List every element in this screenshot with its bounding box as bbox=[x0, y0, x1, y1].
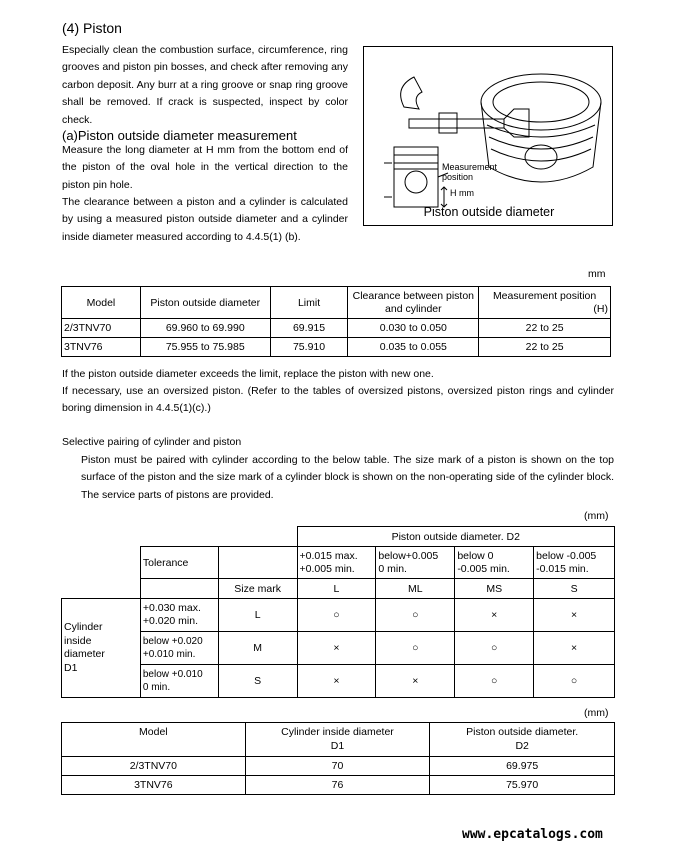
table1-cell-piston-diameter: 75.955 to 75.985 bbox=[140, 338, 270, 357]
h-mm-label: H mm bbox=[450, 188, 474, 198]
table3-header-piston: Piston outside diameter. D2 bbox=[430, 723, 615, 757]
table1-cell-clearance: 0.035 to 0.055 bbox=[348, 338, 479, 357]
table3-cell-cylinder: 70 bbox=[245, 757, 430, 776]
piston-figure bbox=[363, 46, 613, 226]
table3-cell-model: 3TNV76 bbox=[62, 776, 246, 795]
model-diameter-table bbox=[61, 722, 615, 795]
table-row bbox=[62, 599, 615, 632]
pairing-cell: × bbox=[534, 632, 615, 665]
table2-size-mark-row bbox=[62, 579, 615, 599]
pairing-cell: ○ bbox=[376, 599, 455, 632]
table2-tolerance-row bbox=[62, 547, 615, 579]
table1-header-measurement-position: Measurement position (H) bbox=[479, 287, 611, 319]
table2-size-mark-label: Size mark bbox=[218, 579, 297, 599]
watermark-text: www.epcatalogs.com bbox=[462, 827, 603, 842]
pairing-cell: × bbox=[455, 599, 534, 632]
table1-header-row bbox=[62, 287, 611, 319]
measurement-position-label: Measurement position bbox=[442, 162, 498, 182]
table1-cell-model: 3TNV76 bbox=[62, 338, 141, 357]
piston-tolerance-cell: below -0.005 -0.015 min. bbox=[534, 547, 615, 579]
piston-tolerance-cell: below 0 -0.005 min. bbox=[455, 547, 534, 579]
table-row bbox=[62, 776, 615, 795]
table3-unit: (mm) bbox=[584, 707, 609, 719]
selective-pairing-table bbox=[61, 526, 615, 698]
cylinder-mark-cell: M bbox=[218, 632, 297, 665]
piston-tolerance-cell: below+0.005 0 min. bbox=[376, 547, 455, 579]
piston-mark-cell: ML bbox=[376, 579, 455, 599]
table1-cell-position: 22 to 25 bbox=[479, 319, 611, 338]
table1-cell-limit: 75.910 bbox=[270, 338, 348, 357]
pairing-cell: × bbox=[534, 599, 615, 632]
piston-measurement-illustration bbox=[364, 47, 614, 227]
piston-mark-cell: L bbox=[297, 579, 376, 599]
section-title: (4) Piston bbox=[62, 20, 122, 36]
limit-note-2: If necessary, use an oversized piston. (Refer to the tables of oversized pistons, oversized piston rings and cylinder boring dimension in 4.4.5(1)(c).) bbox=[62, 385, 614, 415]
pairing-cell: ○ bbox=[455, 632, 534, 665]
table-row bbox=[62, 632, 615, 665]
table2-tolerance-label: Tolerance bbox=[140, 547, 218, 579]
cylinder-diameter-label: Cylinder inside diameter D1 bbox=[62, 599, 141, 698]
subsection-title: (a)Piston outside diameter measurement bbox=[62, 128, 297, 143]
table3-cell-piston: 69.975 bbox=[430, 757, 615, 776]
pairing-cell: × bbox=[297, 665, 376, 698]
pairing-cell: ○ bbox=[376, 632, 455, 665]
cylinder-mark-cell: L bbox=[218, 599, 297, 632]
piston-tolerance-cell: +0.015 max. +0.005 min. bbox=[297, 547, 376, 579]
table1-header-piston-diameter: Piston outside diameter bbox=[140, 287, 270, 319]
piston-diameter-table bbox=[61, 286, 611, 357]
table3-header-row bbox=[62, 723, 615, 757]
table1-header-limit: Limit bbox=[270, 287, 348, 319]
table1-cell-clearance: 0.030 to 0.050 bbox=[348, 319, 479, 338]
table3-cell-piston: 75.970 bbox=[430, 776, 615, 795]
clearance-paragraph: The clearance between a piston and a cylinder is calculated by using a measured piston outside diameter and a cylinder inside diameter measured according to 4.4.5(1) (b). bbox=[62, 196, 348, 243]
pairing-cell: ○ bbox=[534, 665, 615, 698]
table3-header-model: Model bbox=[62, 723, 246, 757]
table2-piston-header: Piston outside diameter. D2 bbox=[297, 527, 614, 547]
measure-paragraph: Measure the long diameter at H mm from the bottom end of the piston of the oval hole in the vertical direction to the piston pin hole. bbox=[62, 144, 348, 191]
table-row bbox=[62, 319, 611, 338]
pairing-paragraph: Piston must be paired with cylinder according to the below table. The size mark of a piston is shown on the top surface of the piston and the size mark of a cylinder block is shown on the non-operating side of the cylinder block. The service parts of pistons are provided. bbox=[81, 454, 614, 501]
pairing-cell: × bbox=[297, 632, 376, 665]
table-row bbox=[62, 338, 611, 357]
piston-mark-cell: MS bbox=[455, 579, 534, 599]
pairing-cell: ○ bbox=[297, 599, 376, 632]
table1-cell-limit: 69.915 bbox=[270, 319, 348, 338]
table1-cell-piston-diameter: 69.960 to 69.990 bbox=[140, 319, 270, 338]
cylinder-tolerance-cell: below +0.020 +0.010 min. bbox=[140, 632, 218, 665]
table3-cell-cylinder: 76 bbox=[245, 776, 430, 795]
table1-unit: mm bbox=[588, 268, 606, 280]
table2-unit: (mm) bbox=[584, 510, 609, 522]
table1-header-model: Model bbox=[62, 287, 141, 319]
table1-cell-position: 22 to 25 bbox=[479, 338, 611, 357]
table-row bbox=[62, 757, 615, 776]
pairing-cell: × bbox=[376, 665, 455, 698]
table-row bbox=[62, 665, 615, 698]
figure-caption: Piston outside diameter bbox=[423, 205, 555, 219]
pairing-title: Selective pairing of cylinder and piston bbox=[62, 436, 242, 448]
table1-header-clearance: Clearance between piston and cylinder bbox=[348, 287, 479, 319]
intro-paragraph: Especially clean the combustion surface, circumference, ring grooves and piston pin bosses, and check after removing any carbon deposit. Any burr at a ring groove or snap ring groove shall be removed. If crack is suspected, inspect by color check. bbox=[62, 44, 348, 126]
cylinder-tolerance-cell: +0.030 max. +0.020 min. bbox=[140, 599, 218, 632]
table1-cell-model: 2/3TNV70 bbox=[62, 319, 141, 338]
table3-header-cylinder: Cylinder inside diameter D1 bbox=[245, 723, 430, 757]
pairing-cell: ○ bbox=[455, 665, 534, 698]
table3-cell-model: 2/3TNV70 bbox=[62, 757, 246, 776]
limit-note-1: If the piston outside diameter exceeds the limit, replace the piston with new one. bbox=[62, 368, 434, 380]
piston-mark-cell: S bbox=[534, 579, 615, 599]
table2-header-row bbox=[62, 527, 615, 547]
cylinder-mark-cell: S bbox=[218, 665, 297, 698]
cylinder-tolerance-cell: below +0.010 0 min. bbox=[140, 665, 218, 698]
